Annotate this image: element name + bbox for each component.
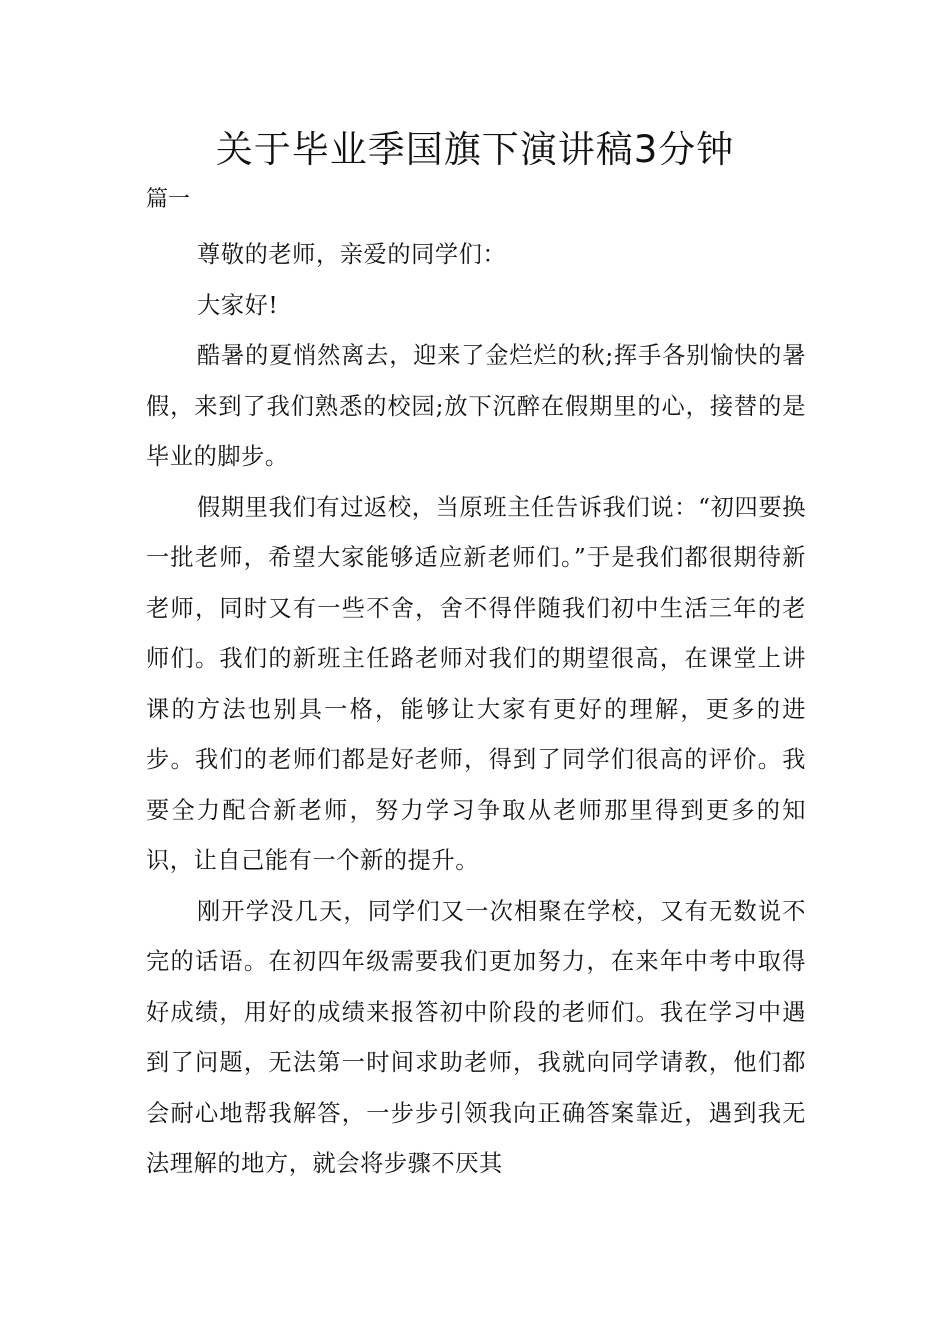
document-title: 关于毕业季国旗下演讲稿3分钟: [215, 128, 735, 171]
paragraph-new-teachers: 假期里我们有过返校，当原班主任告诉我们说：“初四要换一批老师，希望大家能够适应新老师们。”于是我们都很期待新老师，同时又有一些不舍，舍不得伴随我们初中生活三年的老师们。我们的新班主任路老师对我们的期望很高，在课堂上讲课的方法也别具一格，能够让大家有更好的理解，更多的进步。我们的老师们都是好老师，得到了同学们很高的评价。我要全力配合新老师，努力学习争取从老师那里得到更多的知识，让自己能有一个新的提升。: [146, 493, 806, 874]
paragraph-autumn: 酷暑的夏悄然离去，迎来了金烂烂的秋;挥手各别愉快的暑假，来到了我们熟悉的校园;放下沉醉在假期里的心，接替的是毕业的脚步。: [146, 342, 806, 470]
paragraph-hello: 大家好!: [197, 291, 279, 319]
paragraph-greeting: 尊敬的老师，亲爱的同学们：: [197, 241, 507, 268]
paragraph-school-start: 刚开学没几天，同学们又一次相聚在学校，又有无数说不完的话语。在初四年级需要我们更加努力，在来年中考中取得好成绩，用好的成绩来报答初中阶段的老师们。我在学习中遇到了问题，无法第一时间求助老师，我就向同学请教，他们都会耐心地帮我解答，一步步引领我向正确答案靠近，遇到我无法理解的地方，就会将步骤不厌其: [146, 897, 806, 1177]
section-label: 篇一: [146, 187, 191, 212]
body-text: [146, 230, 806, 1190]
